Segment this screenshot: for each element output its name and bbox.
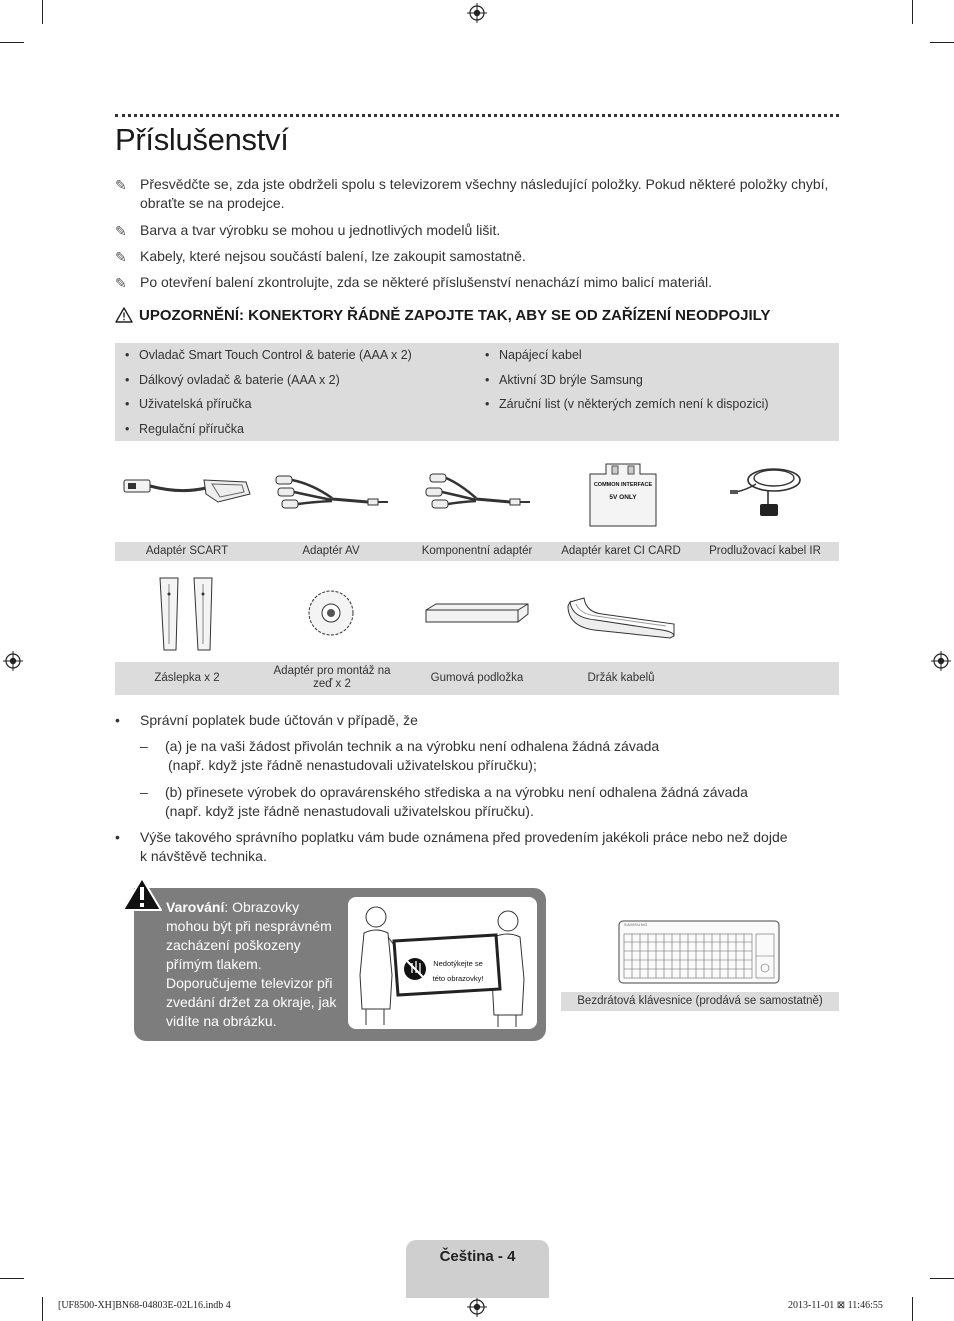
crop-mark [930,1278,954,1279]
tv-screen-text: Nedotýkejte se [433,959,483,968]
warning-body: : Obrazovky mohou být při nesprávném zacházení poškozeny přímým tlakem. Doporučujeme televizor při zvedání držet za okraje, jak vidíte na obrázku. [166,899,337,1029]
crop-mark [912,0,913,24]
bullet-item [115,828,795,866]
list-item: • Uživatelská příručka [115,397,412,422]
rubber-pad-image [422,602,532,624]
bullet-dot: • [115,829,120,845]
list-item: • Regulační příručka [115,422,412,447]
cable-holder-image [566,596,678,640]
registration-mark-icon [467,1297,487,1317]
accessory-label: Držák kabelů [587,672,655,684]
keyboard-brand: SAMSUNG [624,922,648,927]
dash-mark: – [140,784,148,800]
dash-item [115,783,815,821]
ci-card-adapter-image [588,460,658,528]
crop-mark [0,42,24,43]
note-item [115,175,830,213]
caution-heading [115,307,770,324]
note-item [115,247,830,266]
crop-mark [930,42,954,43]
dash-text: (b) přinesete výrobek do opravárenského střediska a na výrobku není odhalena žádná závada [165,784,748,800]
list-item: • Ovladač Smart Touch Control & baterie (AAA x 2) [115,348,412,373]
tv-screen-text: této obrazovky! [432,974,484,983]
warning-text [166,898,338,1031]
dash-mark: – [140,738,148,754]
included-list-left [115,348,412,447]
pencil-note-icon: ✎ [115,275,127,291]
note-text: Po otevření balení zkontrolujte, zda se některé příslušenství nenachází mimo balicí materiál. [140,274,712,290]
wireless-keyboard-image [618,920,780,984]
dash-text: (např. když jste řádně nenastudovali uživatelskou příručku); [168,757,537,773]
included-items-box [115,343,839,441]
accessory-label: Adaptér AV [302,545,360,557]
note-text: Barva a tvar výrobku se mohou u jednotlivých modelů lišit. [140,222,501,238]
included-list-right [475,348,769,422]
caution-text: UPOZORNĚNÍ: KONEKTORY ŘÁDNĚ ZAPOJTE TAK, ABY SE OD ZAŘÍZENÍ NEODPOJILY [139,307,771,324]
accessory-label: Záslepka x 2 [154,672,220,684]
registration-mark-icon [931,651,951,671]
accessory-label-band [115,662,839,695]
wall-mount-adapter-image [306,588,356,638]
crop-mark [42,0,43,24]
pencil-note-icon: ✎ [115,249,127,265]
accessory-label: Prodlužovací kabel IR [709,545,821,557]
dash-item [115,737,815,775]
list-item: • Záruční list (v některých zemích není k dispozici) [475,397,769,422]
pencil-note-icon: ✎ [115,177,127,193]
note-item [115,273,830,292]
page-number-tab [406,1240,549,1298]
title-rule [115,114,839,117]
page-number: Čeština - 4 [439,1248,516,1265]
warning-exclamation-icon [121,876,163,912]
note-item [115,221,830,240]
list-item: • Napájecí kabel [475,348,769,373]
fee-section [115,711,839,871]
tv-handling-illustration [348,897,537,1029]
dash-text: (a) je na vaši žádost přivolán technik a na výrobku není odhalena žádná závada [165,738,660,754]
scart-adapter-image [120,468,254,508]
page-title: Příslušenství [115,122,289,157]
accessory-label: Gumová podložka [430,672,524,684]
crop-mark [42,1297,43,1321]
accessory-label: Adaptér karet CI CARD [561,545,681,557]
note-text: Přesvědčte se, zda jste obdrželi spolu s televizorem všechny následující položky. Pokud některé položky chybí, obraťte se na prodejce. [140,176,829,211]
stand-cover-image [156,574,218,654]
accessory-label-band [115,542,839,561]
bullet-text: Správní poplatek bude účtován v případě, že [140,712,418,728]
bullet-dot: • [115,712,120,728]
registration-mark-icon [3,651,23,671]
accessory-label: Komponentní adaptér [421,545,533,557]
note-text: Kabely, které nejsou součástí balení, lze zakoupit samostatně. [140,248,526,264]
list-item: • Dálkový ovladač & baterie (AAA x 2) [115,373,412,398]
registration-mark-icon [467,3,487,23]
list-item: • Aktivní 3D brýle Samsung [475,373,769,398]
footer-file-info: [UF8500-XH]BN68-04803E-02L16.indb 4 [58,1300,231,1311]
footer-timestamp: 2013-11-01 ⊠ 11:46:55 [788,1300,883,1311]
bullet-item [115,711,815,730]
accessory-label: Adaptér pro montáž na zeď x 2 [273,665,391,690]
component-adapter-image [420,470,532,514]
dash-text: (např. když jste řádně nenastudovali uživatelskou příručku). [165,803,534,819]
warning-triangle-icon [115,307,133,323]
ir-extender-cable-image [728,460,804,522]
ci-card-text: 5V ONLY [609,494,637,501]
pencil-note-icon: ✎ [115,223,127,239]
ci-card-text: COMMON INTERFACE [593,482,653,488]
keyboard-label: Bezdrátová klávesnice (prodává se samostatně) [561,992,839,1011]
bullet-text: Výše takového správního poplatku vám bude oznámena před provedením jakékoli práce nebo než dojde k návštěvě technika. [140,829,788,864]
crop-mark [912,1297,913,1321]
accessory-label: Adaptér SCART [145,545,229,557]
warning-label: Varování [166,899,225,915]
crop-mark [0,1278,24,1279]
av-adapter-image [272,470,390,514]
